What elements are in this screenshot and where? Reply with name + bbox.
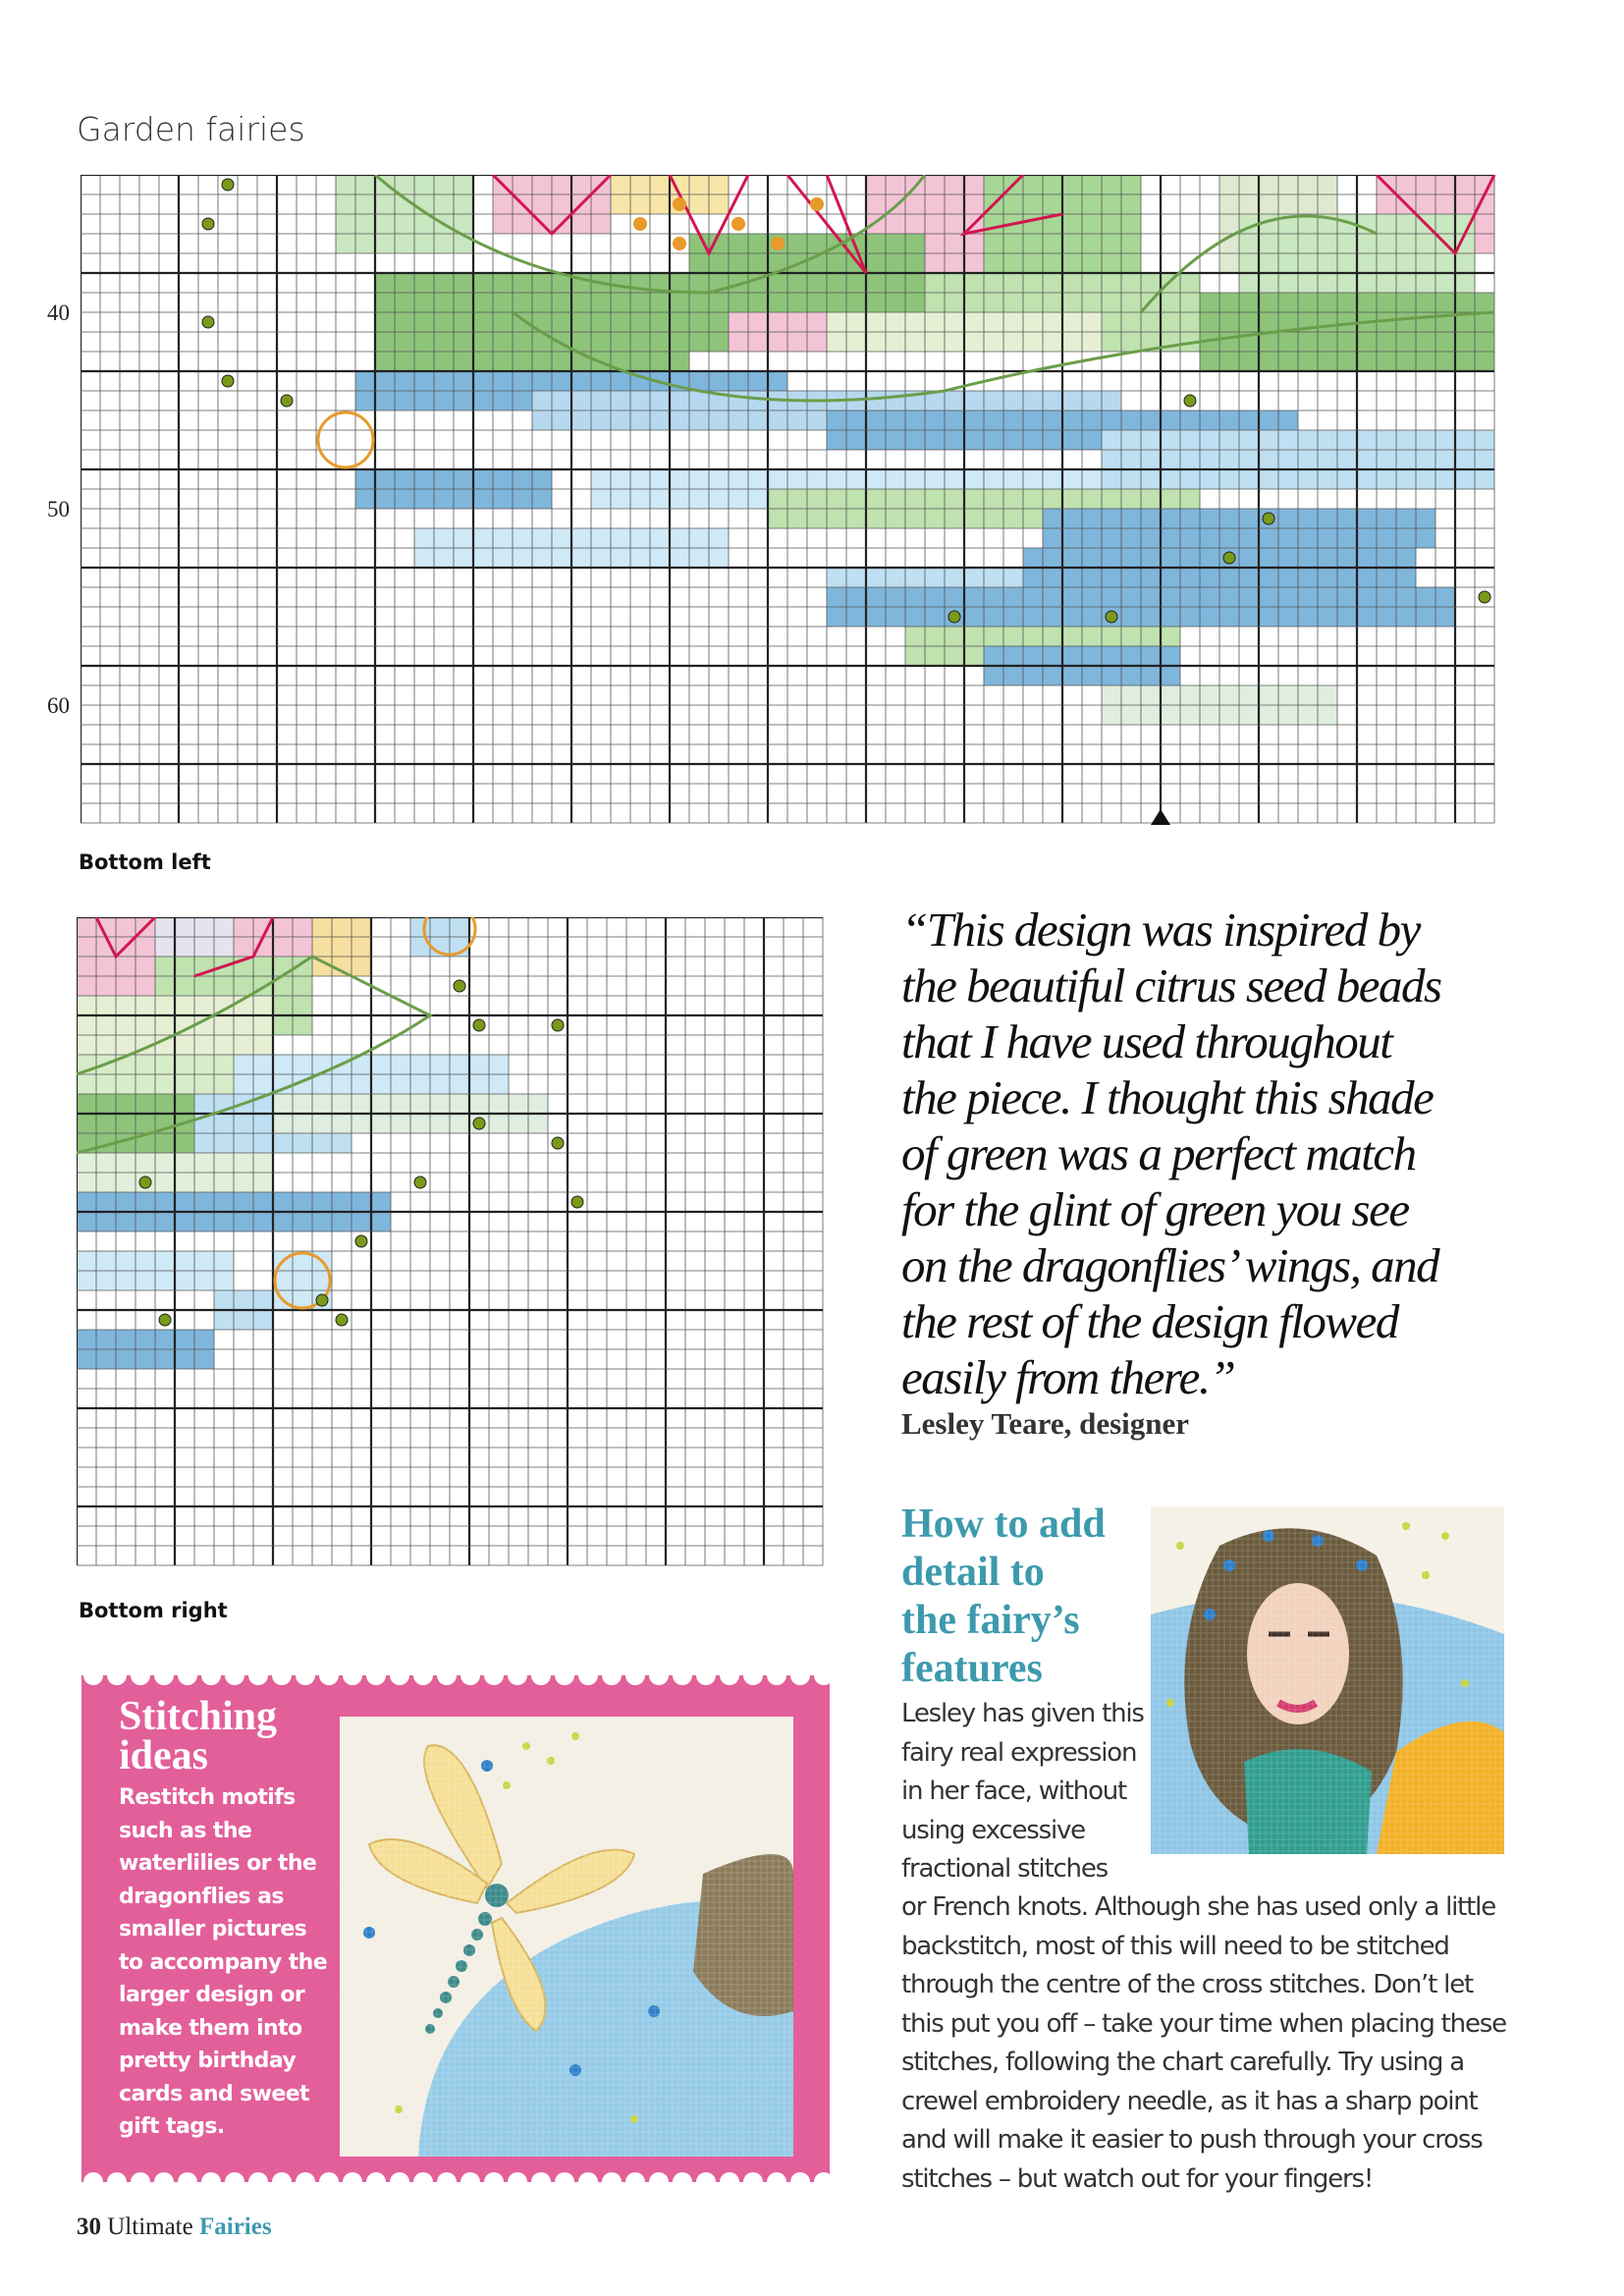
quote-line: of green was a perfect match [901, 1126, 1416, 1180]
page-footer [77, 2214, 272, 2241]
stitching-line: larger design or [119, 1983, 305, 2007]
howto-heading-line: detail to [901, 1550, 1045, 1595]
quote-line: the rest of the design flowed [901, 1294, 1398, 1348]
body-line: this put you off – take your time when placing these [901, 2008, 1506, 2039]
howto-body-wide [901, 1888, 1506, 2199]
publication-name: Ultimate [107, 2214, 193, 2240]
body-line: and will make it easier to push through your cross [901, 2125, 1483, 2155]
caption-bottom-left: Bottom left [79, 850, 211, 874]
howto-heading-line: the fairy’s [901, 1598, 1080, 1643]
bottom-chart-grid [77, 917, 829, 1571]
publication-brand: Fairies [198, 2214, 272, 2240]
stitching-line: to accompany the [119, 1949, 328, 1975]
stitching-title-line: ideas [119, 1733, 209, 1778]
designer-quote [901, 902, 1530, 1405]
stitching-ideas-box [81, 1675, 830, 2182]
quote-line: on the dragonflies’ wings, and [901, 1238, 1439, 1292]
quote-line: for the glint of green you see [901, 1182, 1409, 1236]
body-line: stitches – but watch out for your fingers! [901, 2163, 1374, 2194]
stitching-title-line: Stitching [119, 1694, 278, 1739]
quote-line: that I have used throughout [901, 1014, 1392, 1068]
section-title: Garden fairies [77, 110, 305, 148]
body-line: stitches, following the chart carefully. Try using a [901, 2048, 1465, 2077]
body-line: crewel embroidery needle, as it has a sharp point [901, 2086, 1478, 2116]
howto-heading-line: How to add [901, 1502, 1106, 1547]
stitching-ideas-title [119, 1694, 278, 1778]
stitching-line: gift tags. [119, 2114, 225, 2139]
quote-line: the beautiful citrus seed beads [901, 958, 1441, 1012]
howto-heading-line: features [901, 1646, 1043, 1691]
stitching-line: cards and sweet [119, 2081, 309, 2106]
stitching-ideas-text [119, 1781, 327, 2144]
body-line: using excessive [901, 1815, 1085, 1845]
row-number-40: 40 [47, 301, 70, 325]
body-line: fairy real expression [901, 1737, 1137, 1768]
row-number-60: 60 [47, 693, 70, 718]
scallop-top [81, 1675, 830, 1693]
stitching-line: smaller pictures [119, 1917, 307, 1941]
body-line: backstitch, most of this will need to be stitched [901, 1931, 1449, 1961]
stitching-line: pretty birthday [119, 2049, 297, 2073]
row-number-50: 50 [47, 497, 70, 521]
howto-body-narrow [901, 1695, 1144, 1889]
scallop-bottom [81, 2164, 830, 2182]
fairy-face-photo [1151, 1506, 1504, 1854]
body-line: Lesley has given this [901, 1699, 1144, 1728]
page-number: 30 [77, 2214, 101, 2240]
body-line: or French knots. Although she has used only a little [901, 1892, 1495, 1922]
body-line: fractional stitches [901, 1854, 1108, 1884]
stitching-line: Restitch motifs [119, 1785, 296, 1810]
stitching-line: such as the [119, 1818, 252, 1843]
body-line: through the centre of the cross stitches. Don’t let [901, 1970, 1473, 1999]
dragonfly-photo [340, 1717, 793, 2157]
quote-line: the piece. I thought this shade [901, 1070, 1434, 1124]
stitching-line: waterlilies or the [119, 1851, 317, 1876]
howto-heading [901, 1501, 1106, 1693]
stitching-line: make them into [119, 2015, 302, 2041]
quote-attribution: Lesley Teare, designer [901, 1406, 1190, 1441]
caption-bottom-right: Bottom right [79, 1599, 228, 1622]
top-chart-grid [81, 175, 1502, 848]
body-line: in her face, without [901, 1777, 1127, 1806]
quote-line: easily from there.” [901, 1350, 1235, 1404]
stitching-line: dragonflies as [119, 1884, 284, 1909]
quote-line: “This design was inspired by [901, 902, 1420, 957]
